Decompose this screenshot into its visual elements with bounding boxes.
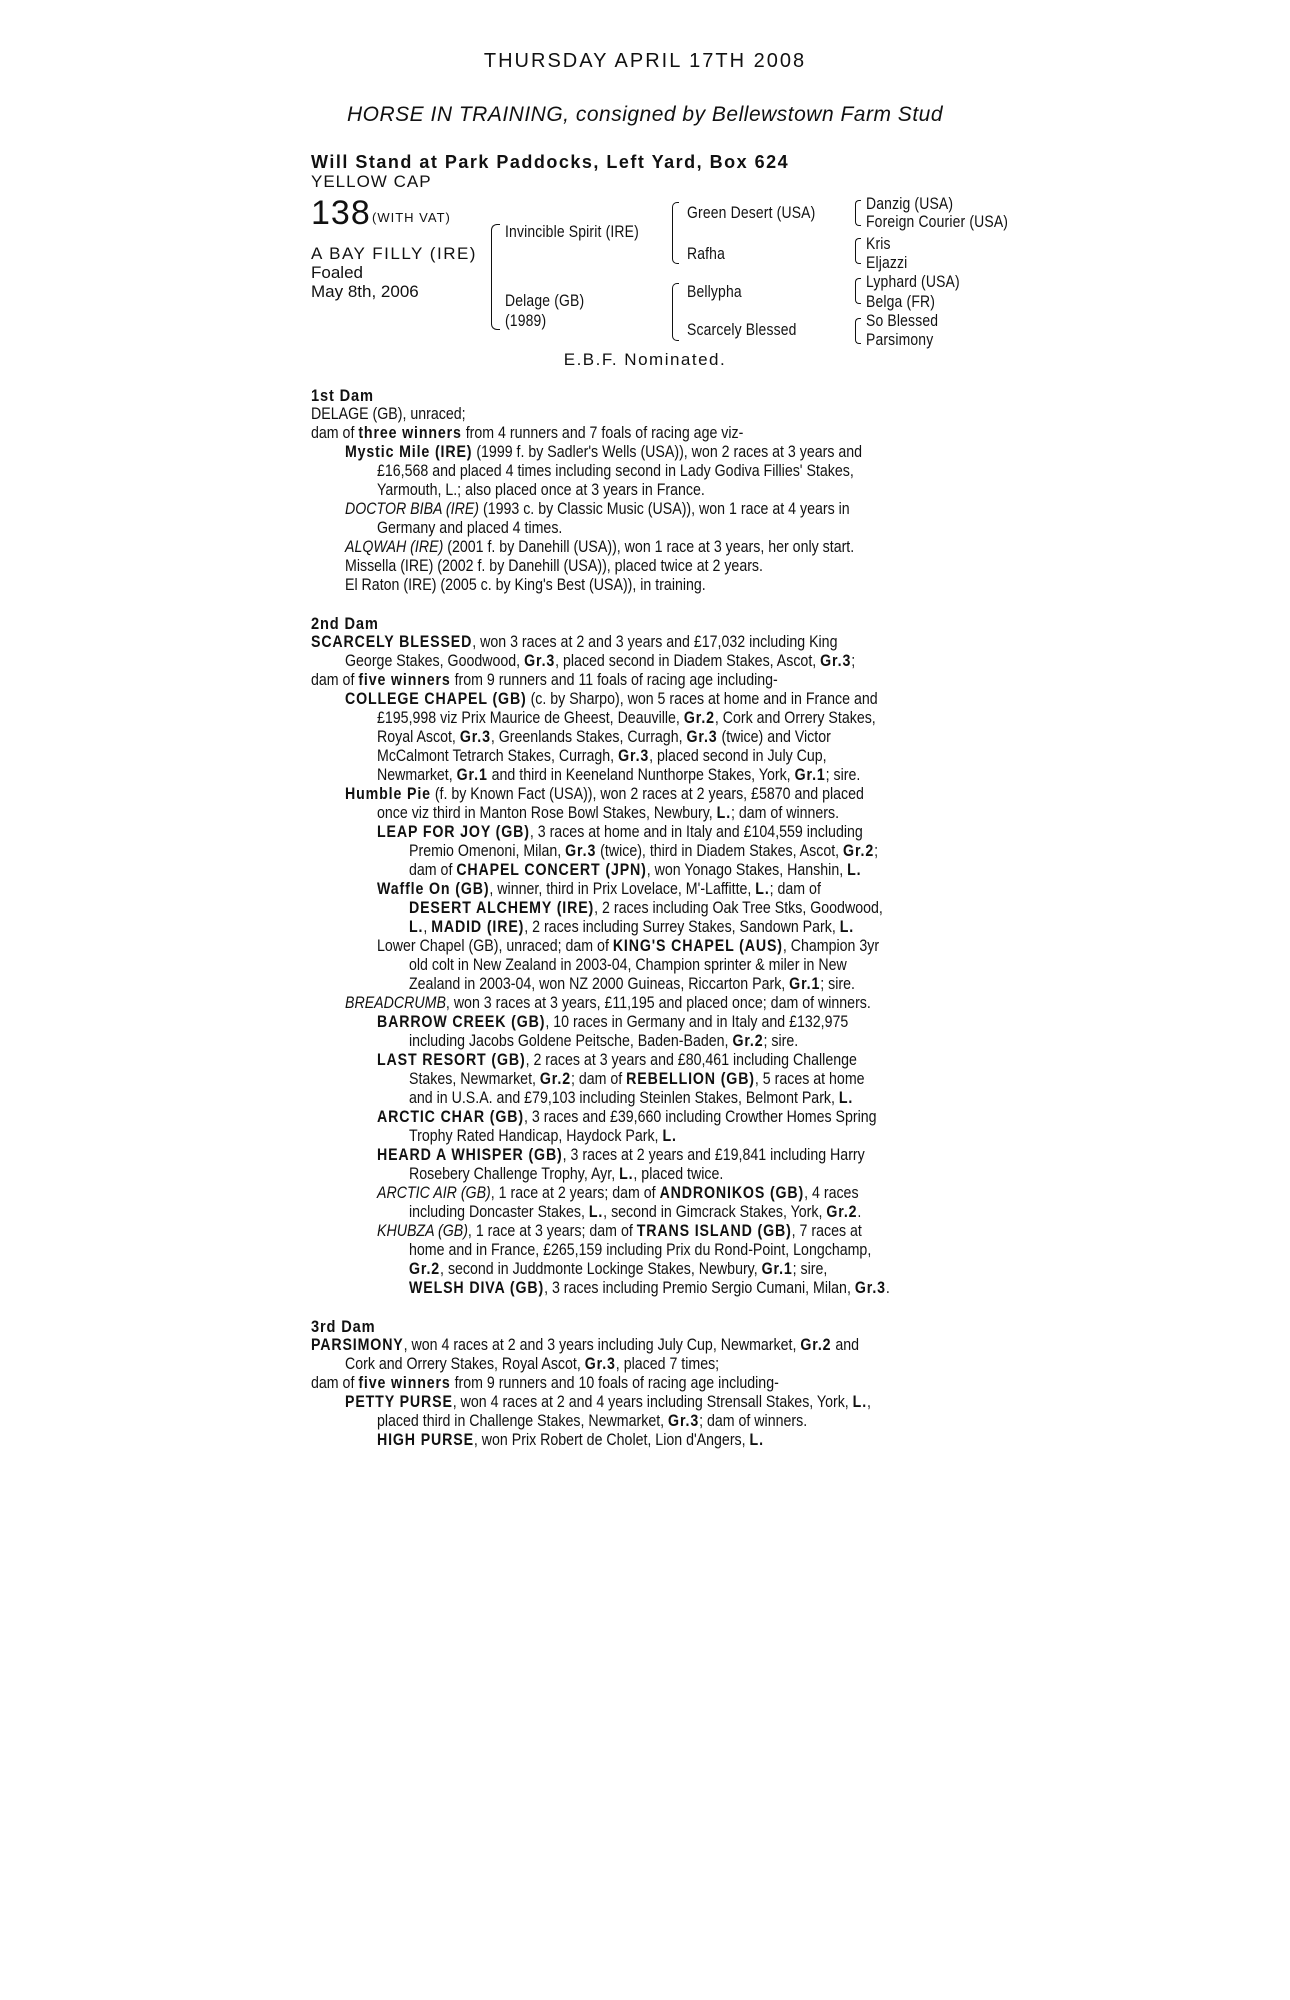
stand-location: Will Stand at Park Paddocks, Left Yard, Box 624 <box>311 152 790 172</box>
pedigree-brace-1 <box>491 224 500 330</box>
record-line: McCalmont Tetrarch Stakes, Curragh, Gr.3, placed second in July Cup, <box>377 747 827 765</box>
granddam-2: Eljazzi <box>866 253 908 272</box>
record-line: El Raton (IRE) (2005 c. by King's Best (USA)), in training. <box>345 576 706 594</box>
grandsire-1: Danzig (USA) <box>866 194 954 213</box>
record-line: Waffle On (GB), winner, third in Prix Lovelace, M'-Laffitte, L.; dam of <box>377 880 821 898</box>
pedigree-brace-3b <box>855 238 861 264</box>
grandsire-4: So Blessed <box>866 311 939 330</box>
foaled-label: Foaled <box>311 263 363 282</box>
record-line: WELSH DIVA (GB), 3 races including Premio Sergio Cumani, Milan, Gr.3. <box>409 1279 890 1297</box>
record-line: ALQWAH (IRE) (2001 f. by Danehill (USA)), won 1 race at 3 years, her only start. <box>345 538 855 556</box>
record-line: £195,998 viz Prix Maurice de Gheest, Deauville, Gr.2, Cork and Orrery Stakes, <box>377 709 876 727</box>
record-line: placed third in Challenge Stakes, Newmarket, Gr.3; dam of winners. <box>377 1412 808 1430</box>
granddam-3: Belga (FR) <box>866 292 936 311</box>
pedigree-brace-2b <box>672 283 679 341</box>
record-line: Newmarket, Gr.1 and third in Keeneland Nunthorpe Stakes, York, Gr.1; sire. <box>377 766 861 784</box>
record-line: LAST RESORT (GB), 2 races at 3 years and £80,461 including Challenge <box>377 1051 857 1069</box>
record-line: Humble Pie (f. by Known Fact (USA)), won 2 races at 2 years, £5870 and placed <box>345 785 864 803</box>
dam-sire: Bellypha <box>687 282 742 301</box>
record-line: Mystic Mile (IRE) (1999 f. by Sadler's Wells (USA)), won 2 races at 3 years and <box>345 443 863 461</box>
record-line: PARSIMONY, won 4 races at 2 and 3 years including July Cup, Newmarket, Gr.2 and <box>311 1336 860 1354</box>
record-line: LEAP FOR JOY (GB), 3 races at home and in Italy and £104,559 including <box>377 823 863 841</box>
granddam-1: Foreign Courier (USA) <box>866 212 1009 231</box>
cap-color: YELLOW CAP <box>311 172 432 191</box>
record-line: Cork and Orrery Stakes, Royal Ascot, Gr.3, placed 7 times; <box>345 1355 720 1373</box>
record-line: Premio Omenoni, Milan, Gr.3 (twice), third in Diadem Stakes, Ascot, Gr.2; <box>409 842 879 860</box>
record-line: once viz third in Manton Rose Bowl Stakes, Newbury, L.; dam of winners. <box>377 804 840 822</box>
record-line: home and in France, £265,159 including Prix du Rond-Point, Longchamp, <box>409 1241 872 1259</box>
dam-dam: Scarcely Blessed <box>687 320 797 339</box>
lot-description: A BAY FILLY (IRE) <box>311 244 477 263</box>
sale-date: THURSDAY APRIL 17TH 2008 <box>483 50 807 72</box>
foaled-date: May 8th, 2006 <box>311 282 419 301</box>
record-line: Rosebery Challenge Trophy, Ayr, L., placed twice. <box>409 1165 724 1183</box>
pedigree-brace-3d <box>855 318 861 344</box>
record-line: Germany and placed 4 times. <box>377 519 563 537</box>
record-line: BREADCRUMB, won 3 races at 3 years, £11,195 and placed once; dam of winners. <box>345 994 871 1012</box>
consignment-line: HORSE IN TRAINING, consigned by Bellewstown Farm Stud <box>346 103 944 126</box>
record-line: £16,568 and placed 4 times including second in Lady Godiva Fillies' Stakes, <box>377 462 854 480</box>
record-line: SCARCELY BLESSED, won 3 races at 2 and 3 years and £17,032 including King <box>311 633 838 651</box>
record-line: dam of five winners from 9 runners and 11 foals of racing age including- <box>311 671 778 689</box>
grandsire-2: Kris <box>866 234 891 253</box>
record-line: dam of CHAPEL CONCERT (JPN), won Yonago Stakes, Hanshin, L. <box>409 861 862 879</box>
record-line: PETTY PURSE, won 4 races at 2 and 4 years including Strensall Stakes, York, L., <box>345 1393 871 1411</box>
record-line: 1st Dam <box>311 386 374 405</box>
record-line: ARCTIC AIR (GB), 1 race at 2 years; dam of ANDRONIKOS (GB), 4 races <box>377 1184 859 1202</box>
record-line: Yarmouth, L.; also placed once at 3 years in France. <box>377 481 705 499</box>
record-line: L., MADID (IRE), 2 races including Surrey Stakes, Sandown Park, L. <box>409 918 855 936</box>
ebf-nomination: E.B.F. Nominated. <box>563 350 727 369</box>
record-line: dam of five winners from 9 runners and 10 foals of racing age including- <box>311 1374 779 1392</box>
record-line: DOCTOR BIBA (IRE) (1993 c. by Classic Music (USA)), won 1 race at 4 years in <box>345 500 850 518</box>
record-line: COLLEGE CHAPEL (GB) (c. by Sharpo), won 5 races at home and in France and <box>345 690 878 708</box>
record-line: 3rd Dam <box>311 1317 376 1336</box>
pedigree-brace-2a <box>672 202 679 264</box>
dam-name: Delage (GB) <box>505 291 585 310</box>
record-line: Missella (IRE) (2002 f. by Danehill (USA)), placed twice at 2 years. <box>345 557 763 575</box>
record-line: Trophy Rated Handicap, Haydock Park, L. <box>409 1127 677 1145</box>
record-line: including Doncaster Stakes, L., second in Gimcrack Stakes, York, Gr.2. <box>409 1203 862 1221</box>
record-line: Gr.2, second in Juddmonte Lockinge Stakes, Newbury, Gr.1; sire, <box>409 1260 828 1278</box>
sire-sire: Green Desert (USA) <box>687 203 816 222</box>
pedigree-brace-3a <box>855 200 861 226</box>
vat-note: (WITH VAT) <box>372 210 451 225</box>
sire-name: Invincible Spirit (IRE) <box>505 222 639 241</box>
record-line: George Stakes, Goodwood, Gr.3, placed second in Diadem Stakes, Ascot, Gr.3; <box>345 652 856 670</box>
pedigree-brace-3c <box>855 278 861 304</box>
lot-number: 138 <box>311 194 371 232</box>
record-line: Lower Chapel (GB), unraced; dam of KING'S CHAPEL (AUS), Champion 3yr <box>377 937 880 955</box>
sire-dam: Rafha <box>687 244 726 263</box>
record-line: HEARD A WHISPER (GB), 3 races at 2 years and £19,841 including Harry <box>377 1146 865 1164</box>
granddam-4: Parsimony <box>866 330 934 349</box>
record-line: Zealand in 2003-04, won NZ 2000 Guineas, Riccarton Park, Gr.1; sire. <box>409 975 855 993</box>
record-line: including Jacobs Goldene Peitsche, Baden-Baden, Gr.2; sire. <box>409 1032 799 1050</box>
record-line: Royal Ascot, Gr.3, Greenlands Stakes, Curragh, Gr.3 (twice) and Victor <box>377 728 831 746</box>
record-line: ARCTIC CHAR (GB), 3 races and £39,660 including Crowther Homes Spring <box>377 1108 877 1126</box>
record-line: HIGH PURSE, won Prix Robert de Cholet, Lion d'Angers, L. <box>377 1431 764 1449</box>
record-line: 2nd Dam <box>311 614 379 633</box>
record-line: dam of three winners from 4 runners and 7 foals of racing age viz- <box>311 424 744 442</box>
record-line: Stakes, Newmarket, Gr.2; dam of REBELLION (GB), 5 races at home <box>409 1070 865 1088</box>
record-line: BARROW CREEK (GB), 10 races in Germany and in Italy and £132,975 <box>377 1013 849 1031</box>
record-line: KHUBZA (GB), 1 race at 3 years; dam of TRANS ISLAND (GB), 7 races at <box>377 1222 862 1240</box>
grandsire-3: Lyphard (USA) <box>866 272 960 291</box>
record-line: DELAGE (GB), unraced; <box>311 405 466 423</box>
record-line: old colt in New Zealand in 2003-04, Champion sprinter & miler in New <box>409 956 847 974</box>
record-line: and in U.S.A. and £79,103 including Steinlen Stakes, Belmont Park, L. <box>409 1089 854 1107</box>
record-line: DESERT ALCHEMY (IRE), 2 races including Oak Tree Stks, Goodwood, <box>409 899 883 917</box>
dam-year: (1989) <box>505 311 547 330</box>
